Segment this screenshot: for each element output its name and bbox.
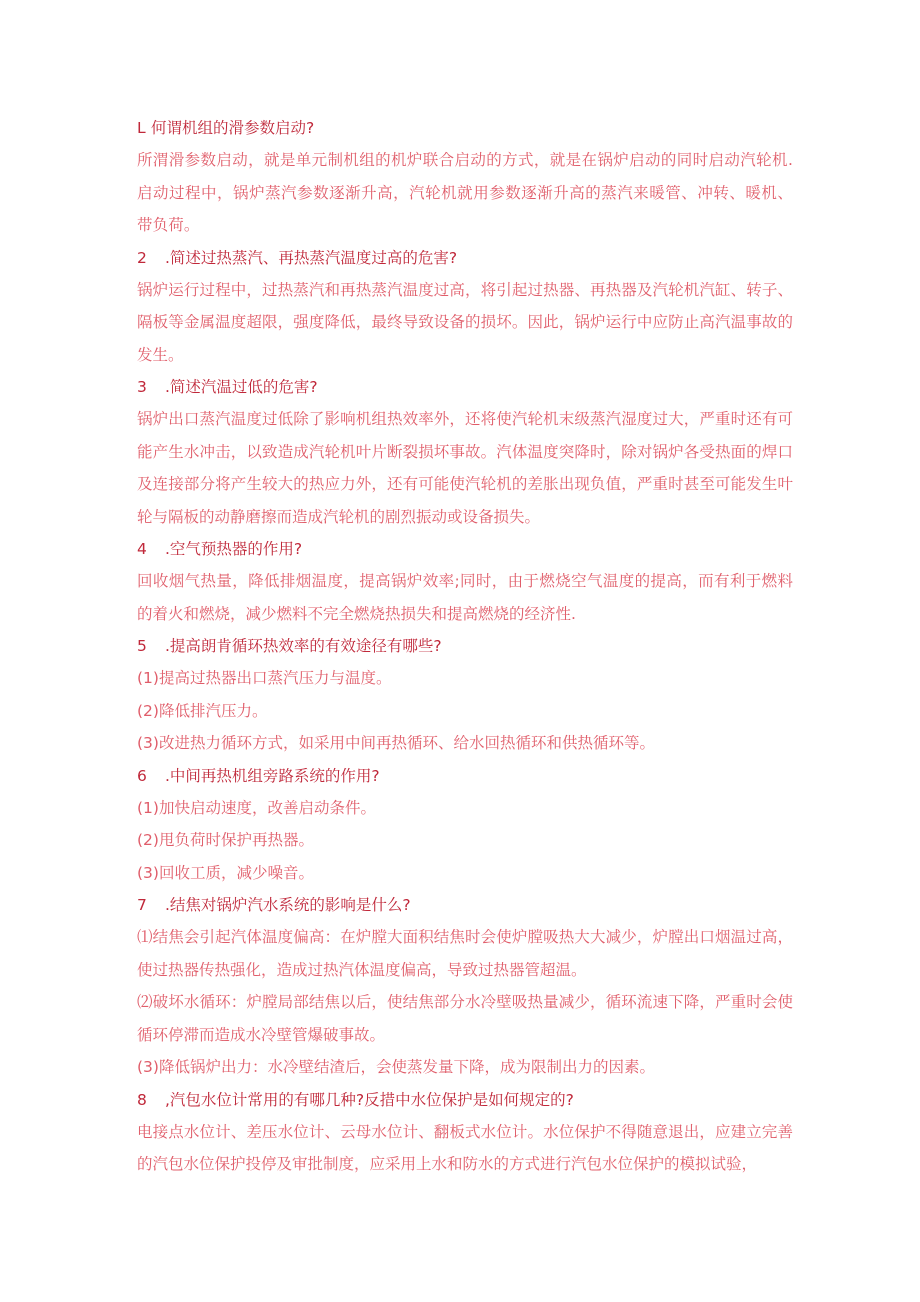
answer-item: (1)提高过热器出口蒸汽压力与温度。 bbox=[137, 669, 392, 687]
qa-section-6 bbox=[137, 760, 793, 890]
document-content bbox=[137, 112, 793, 1181]
answer-paragraph: 回收烟气热量，降低排烟温度，提高锅炉效率;同时，由于燃烧空气温度的提高，而有利于燃料的着火和燃烧，减少燃料不完全燃烧热损失和提高燃烧的经济性. bbox=[137, 572, 793, 623]
question-heading bbox=[137, 242, 793, 274]
question-number: 4 bbox=[137, 540, 147, 558]
question-heading bbox=[137, 533, 793, 565]
qa-section-5 bbox=[137, 630, 793, 760]
answer-paragraph: 锅炉出口蒸汽温度过低除了影响机组热效率外，还将使汽轮机末级蒸汽湿度过大，严重时还有可能产生水冲击，以致造成汽轮机叶片断裂损坏事故。汽体温度突降时，除对锅炉各受热面的焊口及连接部分将产生较大的热应力外，还有可能使汽轮机的差胀出现负值，严重时甚至可能发生叶轮与隔板的动静磨擦而造成汽轮机的剧烈振动或设备损失。 bbox=[137, 410, 793, 526]
question-text: .结焦对锅炉汽水系统的影响是什么? bbox=[165, 896, 411, 914]
qa-section-4 bbox=[137, 533, 793, 630]
question-text: .空气预热器的作用? bbox=[165, 540, 303, 558]
qa-section-3 bbox=[137, 371, 793, 533]
answer-item: (3)回收工质，减少噪音。 bbox=[137, 863, 314, 882]
question-text: ,汽包水位计常用的有哪几种?反措中水位保护是如何规定的? bbox=[165, 1090, 574, 1109]
question-number: L bbox=[137, 119, 146, 137]
question-text: .提高朗肯循环热效率的有效途径有哪些? bbox=[165, 637, 442, 655]
question-number: 2 bbox=[137, 248, 147, 267]
answer-item: (2)甩负荷时保护再热器。 bbox=[137, 831, 314, 849]
question-text: 何谓机组的滑参数启动? bbox=[151, 119, 315, 137]
qa-section-8 bbox=[137, 1084, 793, 1181]
answer-paragraph: 所渭滑参数启动，就是单元制机组的机炉联合启动的方式，就是在锅炉启动的同时启动汽轮机.启动过程中，锅炉蒸汽参数逐渐升高，汽轮机就用参数逐渐升高的蒸汽来暖管、冲转、暖机、带负荷。 bbox=[137, 151, 793, 234]
question-heading bbox=[137, 630, 793, 662]
question-number: 8 bbox=[137, 1090, 147, 1109]
answer-item: (1)加快启动速度，改善启动条件。 bbox=[137, 798, 376, 817]
question-heading bbox=[137, 112, 793, 144]
question-text: .中间再热机组旁路系统的作用? bbox=[165, 766, 380, 785]
answer-item: ⑵破坏水循环：炉膛局部结焦以后，使结焦部分水冷壁吸热量减少，循环流速下降，严重时会使循环停滞而造成水冷壁管爆破事故。 bbox=[137, 993, 793, 1044]
qa-section-1 bbox=[137, 112, 793, 242]
question-number: 3 bbox=[137, 378, 147, 396]
question-text: .简述过热蒸汽、再热蒸汽温度过高的危害? bbox=[165, 248, 458, 267]
answer-item: ⑴结焦会引起汽体温度偏高：在炉膛大面积结焦时会使炉膛吸热大大减少，炉膛出口烟温过高，使过热器传热强化，造成过热汽体温度偏高，导致过热器管超温。 bbox=[137, 928, 793, 979]
question-heading bbox=[137, 1084, 793, 1116]
answer-item: (3)改进热力循环方式，如采用中间再热循环、给水回热循环和供热循环等。 bbox=[137, 734, 655, 752]
question-number: 5 bbox=[137, 637, 147, 655]
question-number: 6 bbox=[137, 766, 147, 785]
answer-paragraph: 锅炉运行过程中，过热蒸汽和再热蒸汽温度过高，将引起过热器、再热器及汽轮机汽缸、转子、隔板等金属温度超限，强度降低，最终导致设备的损坏。因此，锅炉运行中应防止高汽温事故的发生。 bbox=[137, 280, 793, 364]
qa-section-7 bbox=[137, 889, 793, 1084]
question-heading bbox=[137, 371, 793, 403]
answer-item: (3)降低锅炉出力：水冷壁结渣后，会使蒸发量下降，成为限制出力的因素。 bbox=[137, 1058, 655, 1076]
answer-paragraph: 电接点水位计、差压水位计、云母水位计、翻板式水位计。水位保护不得随意退出，应建立完善的汽包水位保护投停及审批制度，应采用上水和防水的方式进行汽包水位保护的模拟试验， bbox=[137, 1122, 793, 1173]
question-text: .简述汽温过低的危害? bbox=[165, 378, 318, 396]
question-heading bbox=[137, 889, 793, 921]
qa-section-2 bbox=[137, 242, 793, 372]
question-heading bbox=[137, 760, 793, 792]
question-number: 7 bbox=[137, 896, 147, 914]
answer-item: (2)降低排汽压力。 bbox=[137, 701, 268, 720]
